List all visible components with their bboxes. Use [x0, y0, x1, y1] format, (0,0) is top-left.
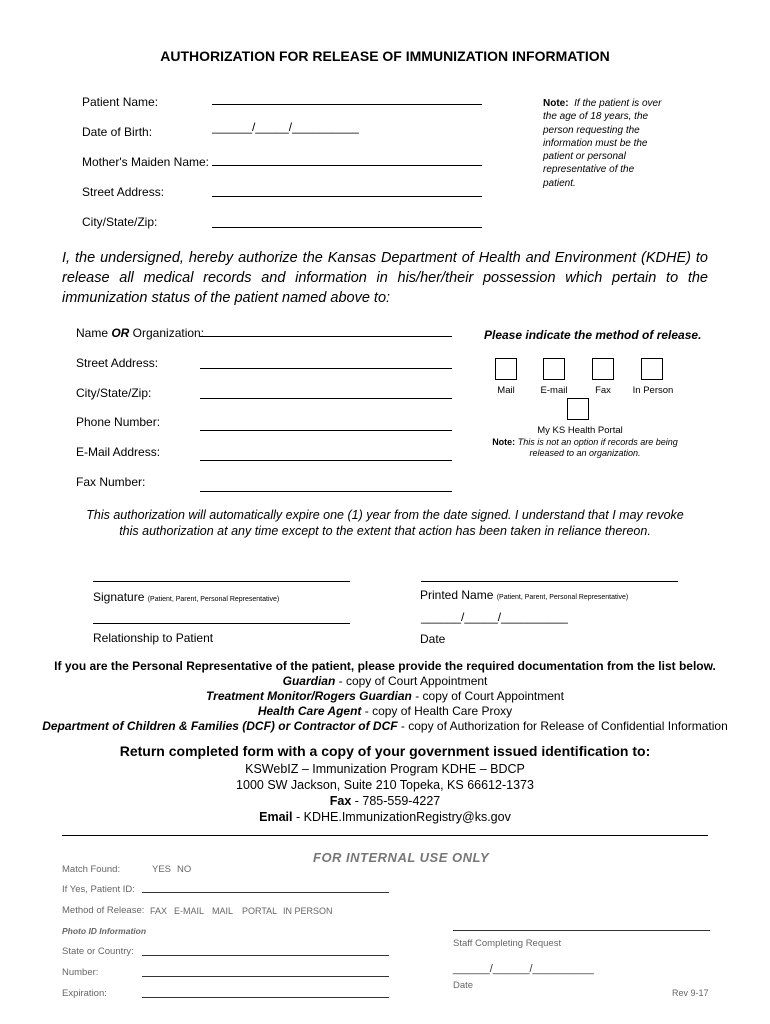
expiration-label: Expiration: [62, 988, 107, 999]
internal-method-email[interactable]: E-MAIL [174, 906, 205, 916]
printed-name-label-text: Printed Name [420, 588, 494, 602]
email-checkbox[interactable] [543, 358, 565, 380]
dcf-item [0, 719, 770, 734]
return-fax [0, 793, 770, 809]
internal-method-in-person[interactable]: IN PERSON [283, 906, 333, 916]
recipient-phone-label: Phone Number: [76, 415, 161, 429]
internal-method-portal[interactable]: PORTAL [242, 906, 278, 916]
recipient-name-label [76, 326, 204, 340]
patient-id-label: If Yes, Patient ID: [62, 884, 135, 895]
treatment-monitor-role: Treatment Monitor/Rogers Guardian [206, 689, 412, 703]
expiration-statement [62, 507, 708, 539]
relationship-field[interactable] [93, 623, 350, 624]
dcf-role: Department of Children & Families (DCF) or Contractor of DCF [42, 719, 398, 733]
return-fax-label: Fax [329, 794, 352, 808]
recipient-email-field[interactable] [200, 460, 452, 461]
health-care-agent-item [0, 704, 770, 719]
personal-rep-heading: If you are the Personal Representative of the patient, please provide the required documentation from the list below. [54, 659, 716, 673]
return-heading: Return completed form with a copy of your government issued identification to: [119, 743, 651, 759]
relationship-label: Relationship to Patient [93, 631, 214, 645]
dob-field[interactable]: ______/_____/__________ [212, 120, 359, 134]
guardian-role: Guardian [282, 674, 336, 688]
recipient-city-label: City/State/Zip: [76, 386, 152, 400]
recipient-name-label-b: Organization: [129, 326, 205, 340]
mail-checkbox[interactable] [495, 358, 517, 380]
dcf-doc: - copy of Authorization for Release of Confidential Information [397, 719, 728, 733]
recipient-fax-field[interactable] [200, 491, 452, 492]
email-option-label: E-mail [540, 385, 568, 396]
patient-city-field[interactable] [212, 227, 482, 228]
internal-date-field[interactable]: ______/______/__________ [453, 963, 594, 975]
signature-field[interactable] [93, 581, 350, 582]
expiration-field[interactable] [142, 997, 389, 998]
expiration-line-1: This authorization will automatically expire one (1) year from the date signed. I understand that I may revoke [86, 508, 684, 522]
return-line-2: 1000 SW Jackson, Suite 210 Topeka, KS 66612-1373 [236, 778, 534, 792]
in-person-checkbox[interactable] [641, 358, 663, 380]
portal-checkbox[interactable] [567, 398, 589, 420]
return-email-label: Email [259, 810, 293, 824]
id-number-field[interactable] [142, 976, 389, 977]
revision-label: Rev 9-17 [672, 988, 709, 998]
return-fax-value: - 785-559-4227 [351, 794, 441, 808]
printed-name-field[interactable] [421, 581, 678, 582]
patient-street-field[interactable] [212, 196, 482, 197]
recipient-name-label-a: Name [76, 326, 112, 340]
release-method-title: Please indicate the method of release. [484, 328, 702, 342]
patient-city-label: City/State/Zip: [82, 215, 158, 229]
portal-option-label: My KS Health Portal [537, 425, 623, 436]
mail-option-label: Mail [497, 385, 515, 396]
expiration-line-2: this authorization at any time except to the extent that action has been taken in reliance thereon. [119, 524, 651, 538]
recipient-street-label: Street Address: [76, 356, 159, 370]
portal-note-line2: released to an organization. [529, 448, 641, 458]
match-yes[interactable]: YES [152, 864, 172, 875]
age-note-text: If the patient is over the age of 18 years, the person requesting the information must be the patient or personal representative of the patient. [543, 98, 662, 189]
recipient-city-field[interactable] [200, 398, 452, 399]
printed-name-label [420, 588, 628, 602]
internal-title: FOR INTERNAL USE ONLY [313, 850, 490, 865]
signature-sublabel: (Patient, Parent, Personal Representative) [147, 596, 280, 603]
fax-checkbox[interactable] [592, 358, 614, 380]
maiden-name-field[interactable] [212, 165, 482, 166]
health-care-agent-role: Health Care Agent [257, 704, 362, 718]
age-note-label: Note: [543, 98, 569, 109]
staff-label: Staff Completing Request [453, 938, 562, 949]
in-person-option-label: In Person [632, 385, 674, 396]
treatment-monitor-doc: - copy of Court Appointment [411, 689, 564, 703]
internal-divider [62, 835, 708, 836]
match-found-label: Match Found: [62, 864, 121, 875]
internal-method-fax[interactable]: FAX [150, 906, 168, 916]
signature-date-field[interactable]: ______/_____/__________ [421, 610, 568, 624]
recipient-fax-label: Fax Number: [76, 475, 146, 489]
treatment-monitor-item [0, 689, 770, 704]
patient-name-field[interactable] [212, 104, 482, 105]
guardian-item [0, 674, 770, 689]
recipient-name-field[interactable] [200, 336, 452, 337]
photo-id-heading: Photo ID Information [62, 926, 147, 936]
patient-street-label: Street Address: [82, 185, 165, 199]
signature-label-text: Signature [93, 590, 145, 604]
id-number-label: Number: [62, 967, 99, 978]
return-email [0, 809, 770, 825]
state-country-label: State or Country: [62, 946, 134, 957]
dob-label: Date of Birth: [82, 125, 153, 139]
internal-method-label: Method of Release: [62, 905, 145, 916]
form-title: AUTHORIZATION FOR RELEASE OF IMMUNIZATION INFORMATION [160, 48, 610, 64]
health-care-agent-doc: - copy of Health Care Proxy [361, 704, 513, 718]
internal-method-mail[interactable]: MAIL [212, 906, 234, 916]
recipient-name-label-or: OR [111, 326, 130, 340]
signature-label [93, 590, 279, 604]
return-line-1: KSWebIZ – Immunization Program KDHE – BDCP [245, 762, 525, 776]
age-note [543, 97, 663, 190]
recipient-phone-field[interactable] [200, 430, 452, 431]
portal-note-label: Note: [492, 437, 516, 447]
patient-name-label: Patient Name: [82, 95, 159, 109]
recipient-email-label: E-Mail Address: [76, 445, 161, 459]
return-email-value: - KDHE.ImmunizationRegistry@ks.gov [292, 810, 511, 824]
recipient-street-field[interactable] [200, 368, 452, 369]
maiden-name-label: Mother's Maiden Name: [82, 155, 210, 169]
portal-note-line1: This is not an option if records are being [517, 437, 678, 447]
internal-date-label: Date [453, 980, 474, 991]
patient-id-field[interactable] [142, 892, 389, 893]
authorization-paragraph: I, the undersigned, hereby authorize the Kansas Department of Health and Environment (KDHE) to release all medical records and information in his/her/their possession which pertain to the immunization status of the patient named above to: [62, 250, 708, 306]
staff-field[interactable] [453, 930, 710, 931]
printed-name-sublabel: (Patient, Parent, Personal Representative) [496, 594, 629, 601]
signature-date-label: Date [420, 632, 446, 646]
guardian-doc: - copy of Court Appointment [335, 674, 488, 688]
state-country-field[interactable] [142, 955, 389, 956]
portal-note [470, 437, 700, 459]
match-no[interactable]: NO [177, 864, 192, 875]
fax-option-label: Fax [595, 385, 611, 396]
